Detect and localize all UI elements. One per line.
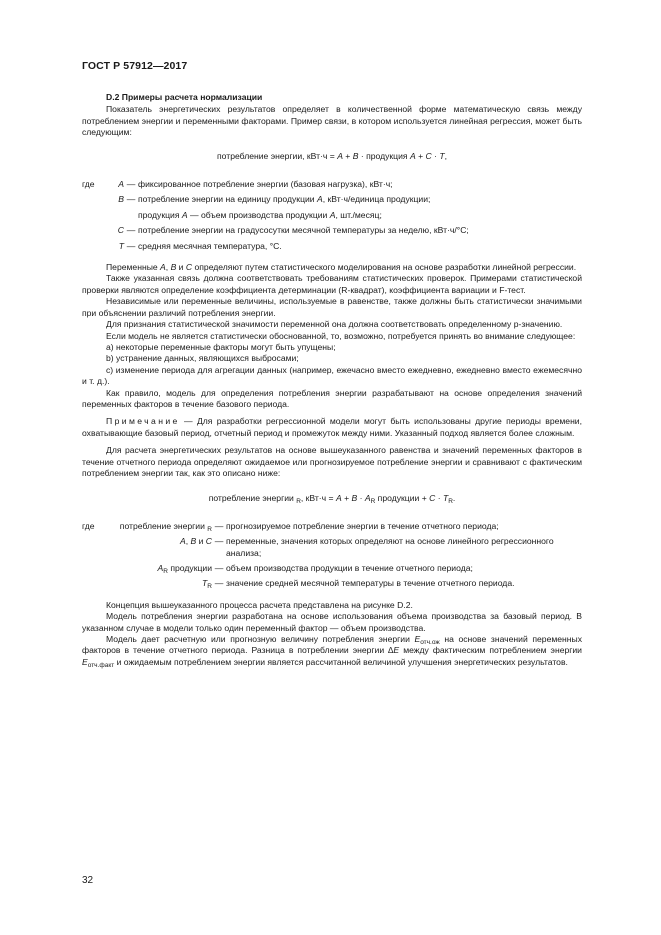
paragraph-significance: Для признания статистической значимости переменной она должна соответствовать определенному p-значению. <box>106 319 563 330</box>
paragraph-model-production: Модель потребления энергии разработана на основе использования объема производства за базовый период. В указанном случае в модели только один переменный фактор — объем производства. <box>82 611 582 633</box>
paragraph-baseline-period: Как правило, модель для определения потребления энергии разрабатывают на основе определения значений переменных факторов в течение базового периода. <box>82 387 582 409</box>
paragraph-variables: Переменные A, B и C определяют путем статистического моделирования на основе разработки линейной регрессии. <box>106 262 577 273</box>
paragraph-model-not-valid: Если модель не является статистически обоснованной, то, возможно, потребуется принять во внимание следующее: <box>106 330 576 341</box>
where-list-2 <box>82 521 582 590</box>
paragraph-intro: Показатель энергетических результатов определяет в количественной форме математическую связь между потреблением энергии и переменными факторами. Пример связи, в котором используется линейная регрессия, может быть следующим: <box>82 104 582 138</box>
where-row: $A_R$ продукции — объем производства продукции в течение отчетного периода; <box>157 563 473 575</box>
where-row: где A — фиксированное потребление энергии (базовая нагрузка), кВт·ч; <box>82 179 393 190</box>
note: Примечание — Для разработки регрессионной модели могут быть использованы другие периоды времени, охватывающие базовый период, отчетный период и промежуток между ними. Указанный подход является более сложным. <box>82 416 582 438</box>
section-title: D.2 Примеры расчета нормализации <box>106 92 263 102</box>
formula-baseline: потребление энергии, кВт·ч = A + B · продукция A + C · T, <box>217 150 447 161</box>
where-row: $T_R$ — значение средней месячной температуры в течение отчетного периода. <box>202 578 515 591</box>
where-row: T — средняя месячная температура, °С. <box>118 240 282 251</box>
where-list-1 <box>82 179 582 252</box>
list-item: а) некоторые переменные факторы могут быть упущены; <box>106 341 336 352</box>
list-item: b) устранение данных, являющихся выбросами; <box>106 353 299 364</box>
where-row: A, B и C — переменные, значения которых определяют на основе линейного регрессионного анализа; <box>179 536 554 558</box>
list-item: с) изменение периода для агрегации данных (например, ежечасно вместо ежедневно, ежедневно вместо ежемесячно и т. д.). <box>82 364 582 387</box>
paragraph-figure-ref: Концепция вышеуказанного процесса расчета представлена на рисунке D.2. <box>106 599 413 610</box>
paragraph-statistical-tests: Также указанная связь должна соответствовать требованиям статистических проверок. Примерами статистической проверки являются определение коэффициента детерминации (R-квадрат), коэффициента вариации и F-тест. <box>82 273 582 295</box>
where-row: где потребление энергии $_R$ — прогнозируемое потребление энергии в течение отчетного периода; <box>82 520 499 533</box>
where-row: C — потребление энергии на градусосутки месячной температуры за неделю, кВт·ч/°С; <box>117 225 469 236</box>
note-label: Примечание <box>106 416 180 427</box>
document-header: ГОСТ Р 57912—2017 <box>82 60 188 72</box>
where-row: B — потребление энергии на единицу продукции A, кВт·ч/единица продукции; <box>118 194 431 205</box>
paragraph-calculation: Для расчета энергетических результатов на основе вышеуказанного равенства и значений переменных факторов в течение отчетного периода определяют ожидаемое или прогнозируемое потребление энергии и сравнивают с фактическим потреблением энергии так, как это описано ниже: <box>82 445 582 478</box>
document-body <box>82 92 582 668</box>
formula-reporting: потребление энергии $_R$, $кВт\cdot ч = A + B \cdot A_R$ продукции + $C \cdot T_R$. <box>208 493 456 506</box>
page-number: 32 <box>82 875 94 886</box>
where-row: продукция A — объем производства продукции A, шт./месяц; <box>138 209 382 220</box>
paragraph-independent-variables: Независимые или переменные величины, используемые в равенстве, также должны быть статистически значимыми при объяснении различий потребления энергии. <box>82 296 582 318</box>
paragraph-improvement: Модель дает расчетную или прогнозную величину потребления энергии $E_{отч.ож}$ на основе значений переменных факторов в течение отчетного периода. Разница в потреблении энергии ∆E между фактическим потреблением энергии $E_{отч.факт}$ и ожидаемым потреблением энергии является рассчитанной величиной улучшения энергетических результатов. <box>82 634 583 669</box>
